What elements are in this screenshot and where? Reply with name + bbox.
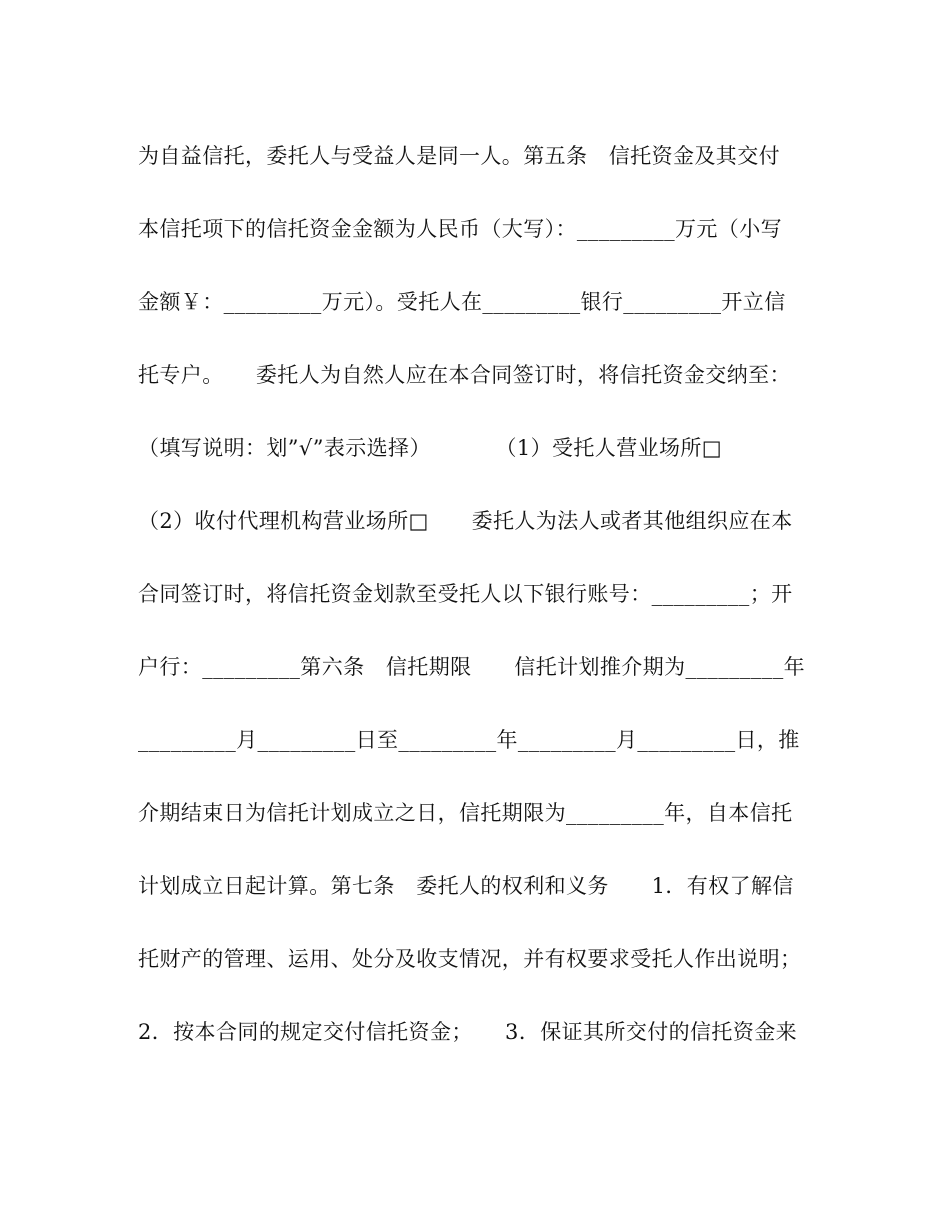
- body-text-line: 金额￥：_________万元）。受托人在_________银行_________开立信: [138, 290, 786, 314]
- body-text-line: （填写说明：划”√”表示选择） （1）受托人营业场所□: [138, 436, 723, 460]
- body-text-line: 2．按本合同的规定交付信托资金； 3．保证其所交付的信托资金来: [138, 1020, 798, 1044]
- body-text-line: 本信托项下的信托资金金额为人民币（大写）：_________万元（小写: [138, 217, 782, 241]
- body-text-line: 托专户。 委托人为自然人应在本合同签订时，将信托资金交纳至：: [138, 363, 791, 387]
- body-text-line: 为自益信托，委托人与受益人是同一人。第五条 信托资金及其交付: [138, 144, 780, 168]
- body-text-line: _________月_________日至_________年_________月_________日，推: [138, 728, 800, 752]
- body-text-line: 托财产的管理、运用、处分及收支情况，并有权要求受托人作出说明；: [138, 947, 802, 971]
- body-text-line: 介期结束日为信托计划成立之日，信托期限为_________年，自本信托: [138, 801, 793, 825]
- body-text-line: （2）收付代理机构营业场所□ 委托人为法人或者其他组织应在本: [138, 509, 793, 533]
- body-text-line: 户行：_________第六条 信托期限 信托计划推介期为_________年: [138, 655, 805, 679]
- body-text-line: 计划成立日起计算。第七条 委托人的权利和义务 1．有权了解信: [138, 874, 794, 898]
- body-text-line: 合同签订时，将信托资金划款至受托人以下银行账号：_________；开: [138, 582, 793, 606]
